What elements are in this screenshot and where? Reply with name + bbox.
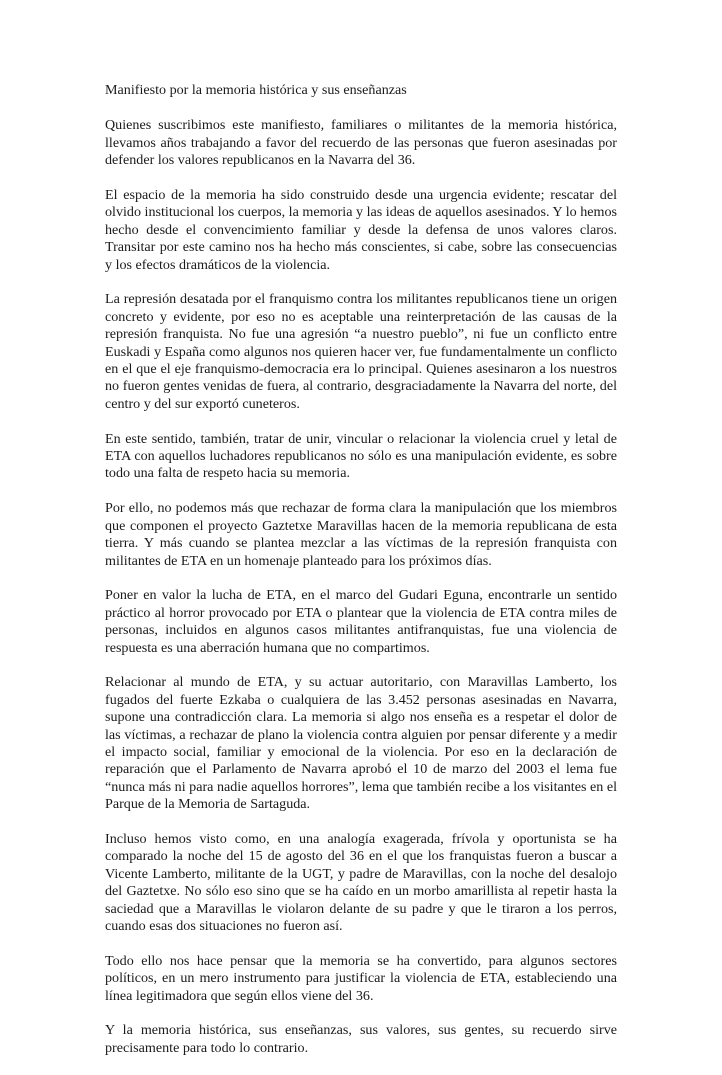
document-body (105, 82, 617, 1075)
paragraph-7: Relacionar al mundo de ETA, y su actuar autoritario, con Maravillas Lamberto, los fugados del fuerte Ezkaba o cualquiera de las 3.452 personas asesinadas en Navarra, supone una contradicción clara. La memoria si algo nos enseña es a respetar el dolor de las víctimas, a rechazar de plano la violencia contra alguien por pensar diferente y a medir el impacto social, familiar y emocional de la violencia. Por eso en la declaración de reparación que el Parlamento de Navarra aprobó el 10 de marzo del 2003 el lema fue “nunca más ni para nadie aquellos horrores”, lema que también recibe a los visitantes en el Parque de la Memoria de Sartaguda. (105, 674, 617, 813)
paragraph-10: Y la memoria histórica, sus enseñanzas, sus valores, sus gentes, su recuerdo sirve precisamente para todo lo contrario. (105, 1022, 617, 1056)
paragraph-9: Todo ello nos hace pensar que la memoria se ha convertido, para algunos sectores políticos, en un mero instrumento para justificar la violencia de ETA, estableciendo una línea legitimadora que según ellos viene del 36. (105, 952, 617, 1004)
document-title: Manifiesto por la memoria histórica y sus enseñanzas (105, 82, 407, 98)
paragraph-2: El espacio de la memoria ha sido construido desde una urgencia evidente; rescatar del olvido institucional los cuerpos, la memoria y las ideas de aquellos asesinados. Y lo hemos hecho desde el convencimiento familiar y desde la defensa de unos valores claros. Transitar por este camino nos ha hecho más conscientes, si cabe, sobre las consecuencias y los efectos dramáticos de la violencia. (105, 187, 617, 273)
paragraph-1: Quienes suscribimos este manifiesto, familiares o militantes de la memoria histórica, llevamos años trabajando a favor del recuerdo de las personas que fueron asesinadas por defender los valores republicanos en la Navarra del 36. (105, 117, 617, 169)
paragraph-3: La represión desatada por el franquismo contra los militantes republicanos tiene un origen concreto y evidente, por eso no es aceptable una reinterpretación de las causas de la represión franquista. No fue una agresión “a nuestro pueblo”, ni fue un conflicto entre Euskadi y España como algunos nos quieren hacer ver, fue fundamentalmente un conflicto en el que el eje franquismo-democracia era lo principal. Quienes asesinaron a los nuestros no fueron gentes venidas de fuera, al contrario, desgraciadamente la Navarra del norte, del centro y del sur exportó cuneteros. (105, 291, 617, 412)
paragraph-8: Incluso hemos visto como, en una analogía exagerada, frívola y oportunista se ha comparado la noche del 15 de agosto del 36 en el que los franquistas fueron a buscar a Vicente Lamberto, militante de la UGT, y padre de Maravillas, con la noche del desalojo del Gaztetxe. No sólo eso sino que se ha caído en un morbo amarillista al repetir hasta la saciedad que a Maravillas le violaron delante de su padre y que le tiraron a los perros, cuando esas dos situaciones no fueron así. (105, 830, 617, 934)
paragraph-5: Por ello, no podemos más que rechazar de forma clara la manipulación que los miembros que componen el proyecto Gaztetxe Maravillas hacen de la memoria republicana de esta tierra. Y más cuando se plantea mezclar a las víctimas de la represión franquista con militantes de ETA en un homenaje planteado para los próximos días. (105, 500, 617, 569)
paragraph-6: Poner en valor la lucha de ETA, en el marco del Gudari Eguna, encontrarle un sentido práctico al horror provocado por ETA o plantear que la violencia de ETA contra miles de personas, incluidos en algunos casos militantes antifranquistas, fue una violencia de respuesta es una aberración humana que no compartimos. (105, 587, 617, 656)
paragraph-4: En este sentido, también, tratar de unir, vincular o relacionar la violencia cruel y letal de ETA con aquellos luchadores republicanos no sólo es una manipulación evidente, es sobre todo una falta de respeto hacia su memoria. (105, 430, 617, 482)
